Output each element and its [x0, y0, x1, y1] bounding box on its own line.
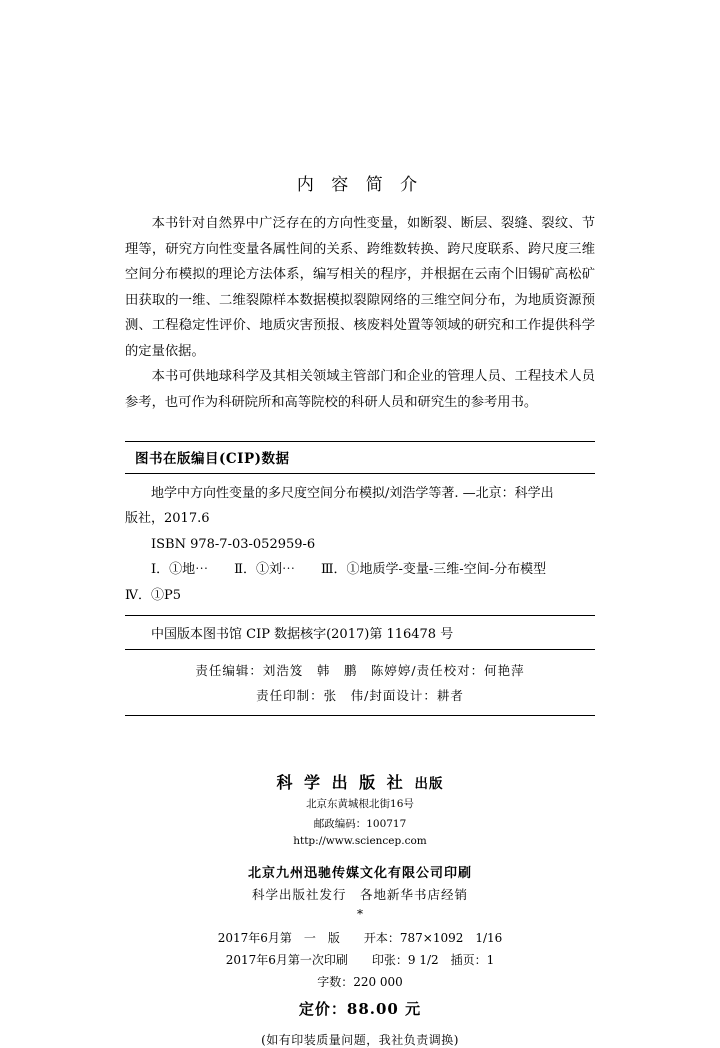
cip-check-number: 中国版本图书馆 CIP 数据核字(2017)第 116478 号 [151, 626, 454, 642]
cip-classification-line-2: Ⅳ．①P5 [125, 587, 182, 603]
credit-editor-line: 责任编辑：刘浩笈 韩 鹏 陈婷婷/责任校对：何艳萍 [195, 662, 525, 678]
cip-body [125, 474, 595, 615]
spec-line-1: 2017年6月第 一 版 开本：787×1092 1/16 [217, 930, 503, 945]
cip-isbn: ISBN 978-7-03-052959-6 [151, 536, 316, 552]
abstract-title: 内 容 简 介 [296, 175, 424, 195]
cip-title-line: 地学中方向性变量的多尺度空间分布模拟/刘浩学等著. —北京：科学出 [151, 486, 554, 502]
cip-bottom-rule [125, 715, 595, 716]
abstract-paragraph-1: 本书针对自然界中广泛存在的方向性变量，如断裂、断层、裂缝、裂纹、节理等，研究方向性变量各属性间的关系、跨维数转换、跨尺度联系、跨尺度三维空间分布模拟的理论方法体系，编写相关的程序，并根据在云南个旧锡矿高松矿田获取的一维、二维裂隙样本数据模拟裂隙网络的三维空间分布，为地质资源预测、工程稳定性评价、地质灾害预报、核废料处置等领域的研究和工作提供科学的定量依据。 [125, 216, 595, 359]
publisher-name: 科 学 出 版 社 [276, 772, 406, 792]
publisher-name-suffix: 出版 [414, 775, 444, 792]
printer-name: 北京九州迅驰传媒文化有限公司 [247, 865, 444, 881]
abstract-body [125, 211, 595, 415]
publisher-block [125, 770, 595, 1048]
quality-note: (如有印装质量问题，我社负责调换) [261, 1033, 459, 1048]
publisher-postcode: 邮政编码：100717 [313, 817, 407, 830]
credit-printing-line: 责任印制：张 伟/封面设计：耕者 [256, 687, 464, 703]
cip-block [125, 441, 595, 716]
cip-classification-line-1: Ⅰ．①地⋯ Ⅱ．①刘⋯ Ⅲ．①地质学-变量-三维-空间-分布模型 [151, 562, 547, 578]
printer-suffix: 印刷 [444, 865, 473, 881]
publisher-address: 北京东黄城根北街16号 [306, 797, 414, 810]
credits-block [125, 650, 595, 715]
abstract-paragraph-2: 本书可供地球科学及其相关领域主管部门和企业的管理人员、工程技术人员参考，也可作为科研院所和高等院校的科研人员和研究生的参考用书。 [125, 369, 595, 410]
printer-line [125, 862, 595, 881]
print-specs [125, 927, 595, 994]
spec-line-3: 字数：220 000 [317, 975, 403, 990]
publisher-url: http://www.sciencep.com [293, 834, 427, 847]
publisher-name-line [125, 770, 595, 793]
separator-star: * [357, 906, 363, 921]
cip-publisher-line: 版社，2017.6 [125, 511, 210, 527]
spec-line-2: 2017年6月第一次印刷 印张：9 1/2 插页：1 [225, 953, 495, 968]
page-content [125, 0, 595, 1048]
price-line: 定价：88.00 元 [298, 1000, 422, 1019]
cip-heading: 图书在版编目(CIP)数据 [135, 451, 290, 468]
distribution-line: 科学出版社发行 各地新华书店经销 [251, 886, 468, 902]
